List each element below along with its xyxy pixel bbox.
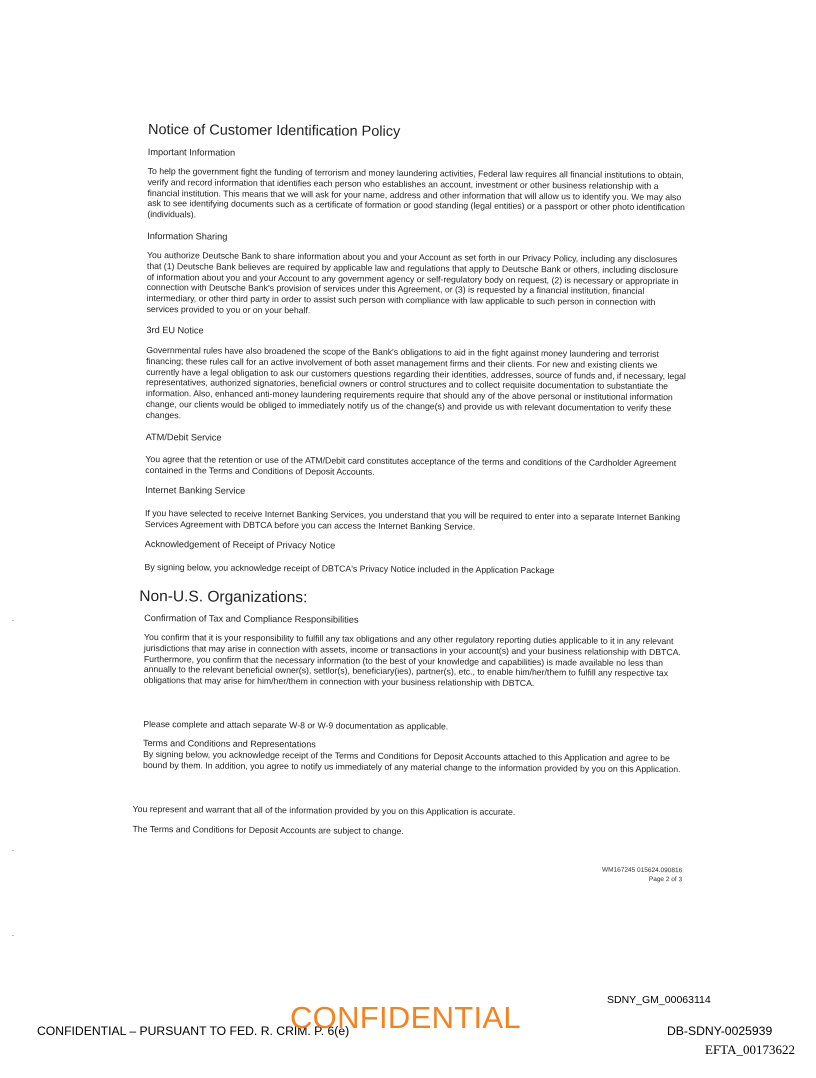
confirmation-heading: Confirmation of Tax and Compliance Responsibilities xyxy=(144,612,359,625)
form-reference xyxy=(142,862,682,886)
scan-speck xyxy=(12,850,14,851)
represent-statement: You represent and warrant that all of the information provided by you on this Application is accurate. xyxy=(132,803,516,817)
section-heading: Information Sharing xyxy=(147,230,228,242)
terms-body: By signing below, you acknowledge receipt of the Terms and Conditions for Deposit Accounts attached to this Application and agree to be bound by them. In addition, you agree to notify us immediately of any material change to the information provided by you on this Application. xyxy=(142,748,681,774)
section-heading: Important Information xyxy=(147,146,236,158)
section-body: By signing below, you acknowledge receipt of DBTCA's Privacy Notice included in the Application Package xyxy=(144,561,555,576)
section-body: To help the government fight the funding of terrorism and money laundering activities, Federal law requires all financial institutions to obtain, verify and record information that identifies each person who establishes an account, investment or other business relationship with a financial institution. This means that we will ask for your name, address and other information that will allow us to identify you. We may also ask to see identifying documents such as a certificate of formation or good standing (legal entities) or a passport or other photo identification (individuals). xyxy=(147,165,685,220)
subject-to-change: The Terms and Conditions for Deposit Accounts are subject to change. xyxy=(132,823,404,837)
w8-note: Please complete and attach separate W-8 or W-9 documentation as applicable. xyxy=(143,718,449,732)
scan-speck xyxy=(12,935,14,936)
confirmation-body: You confirm that it is your responsibility to fulfill any tax obligations and any other regulatory reporting duties applicable to it in any relevant jurisdictions that may arise in connection with assets, income or transactions in your account(s) and your business relationship with DBTCA. Furthermore, you confirm that the necessary information (to the best of your knowledge and capabilities) is made available no less than annually to the relevant beneficial owner(s), settlor(s), beneficiary(ies), partner(s), etc., to enable him/her/them to fulfill any respective tax obligations that may arise for him/her/them in connection with your business relationship with DBTCA. xyxy=(143,631,681,689)
section-body: If you have selected to receive Internet Banking Services, you understand that you will be required to enter into a separate Internet Banking Services Agreement with DBTCA before you can access the Internet Banking Service. xyxy=(144,507,681,532)
section-heading: ATM/Debit Service xyxy=(145,431,222,443)
section-heading: Internet Banking Service xyxy=(145,484,246,496)
section-body: Governmental rules have also broadened the scope of the Bank's obligations to aid in the fight against money laundering and terrorist financing; these rules call for an active involvement of both asset management firms and their clients. For new and existing clients we currently have a legal obligation to ask our customers questions regarding their identities, addresses, source of funds and, if necessary, legal representatives, authorized signatories, beneficial owners or control structures and to collect requisite documentation to substantiate the information. Also, enhanced anti-money laundering requirements require that should any of the above personal or institutional information change, our clients would be obliged to immediately notify us of the change(s) and provide us with relevant documentation to verify these changes. xyxy=(145,344,686,421)
section-body: You agree that the retention or use of the ATM/Debit card constitutes acceptance of the terms and conditions of the Cardholder Agreement contained in the Terms and Conditions of Deposit Accounts. xyxy=(145,453,677,477)
bates-gm: SDNY_GM_00063114 xyxy=(607,994,711,1006)
bates-db: DB-SDNY-0025939 xyxy=(667,1024,773,1038)
confidential-notice: CONFIDENTIAL – PURSUANT TO FED. R. CRIM. P. 6(e) xyxy=(37,1024,350,1038)
form-code: WM167245 015624.090816 xyxy=(601,866,683,875)
section-body: You authorize Deutsche Bank to share information about you and your Account as set forth in our Privacy Policy, including any disclosures that (1) Deutsche Bank believes are required by applicable law and regulations that apply to Deutsche Bank or others, including disclosure of information about you and your Account to any government agency or self-regulatory body on request, (2) is necessary or appropriate in connection with Deutsche Bank's provision of services under this Agreement, or (3) is requested by a financial institution, financial intermediary, or other third party in order to assist such person with compliance with law applicable to such person in connection with services provided to you or on your behalf. xyxy=(146,249,679,316)
section-heading: Acknowledgement of Receipt of Privacy Notice xyxy=(144,538,336,551)
confidential-stamp: CONFIDENTIAL xyxy=(290,1000,521,1035)
terms-heading: Terms and Conditions and Representations xyxy=(143,737,316,750)
scan-speck xyxy=(12,620,14,621)
non-us-title: Non-U.S. Organizations: xyxy=(139,587,308,607)
page-number: Page 2 of 3 xyxy=(648,875,683,884)
notice-title: Notice of Customer Identification Policy xyxy=(147,122,401,140)
section-heading: 3rd EU Notice xyxy=(146,324,204,336)
efta-number: EFTA_00173622 xyxy=(705,1042,795,1057)
